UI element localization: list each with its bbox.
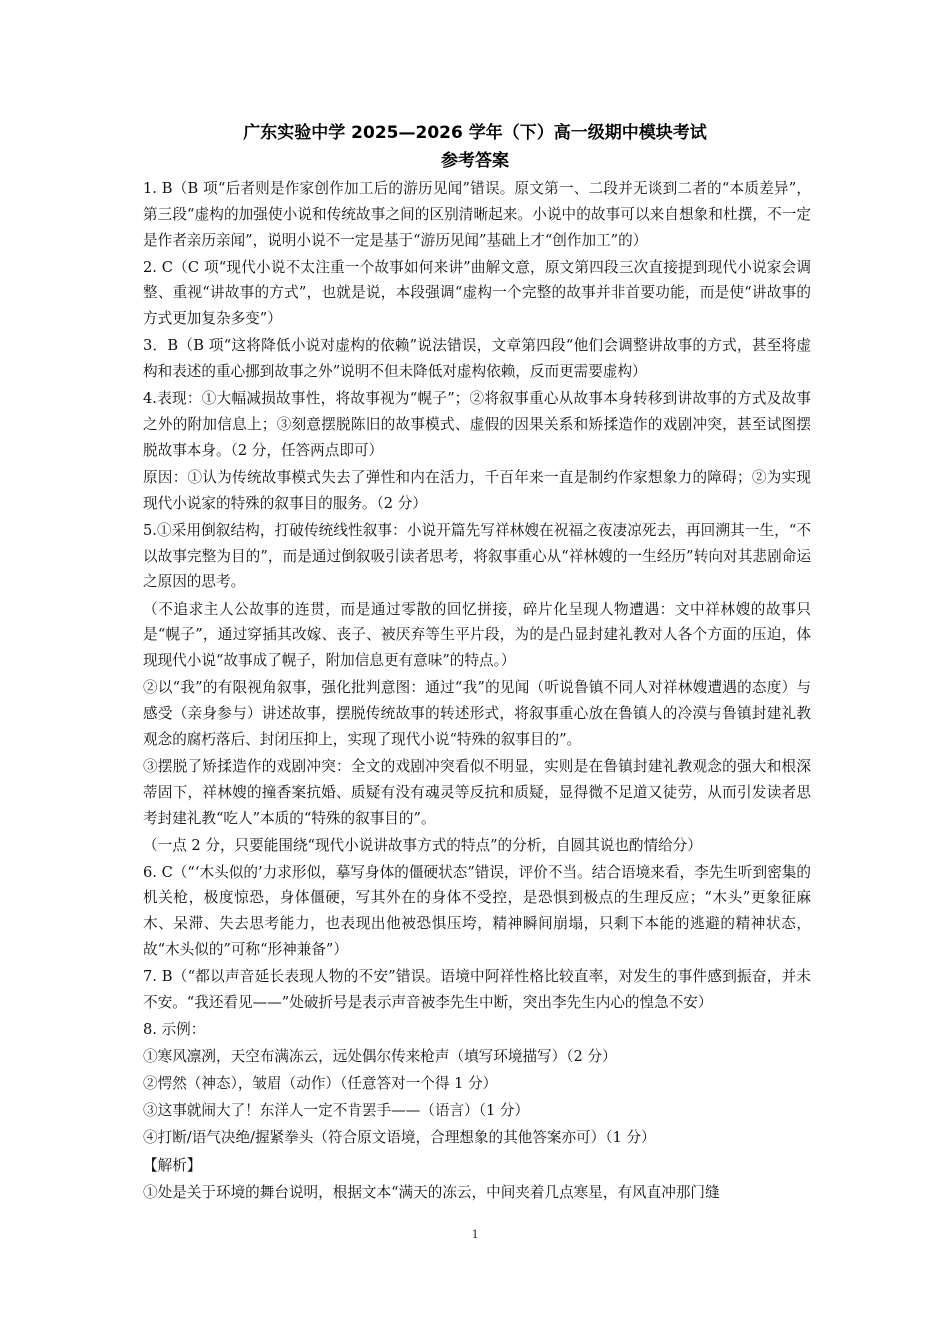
answer-paragraph: 原因：①认为传统故事模式失去了弹性和内在活力，千百年来一直是制约作家想象力的障碍；②为实现现代小说家的特殊的叙事目的服务。（2 分） xyxy=(143,468,811,512)
answer-paragraph: 6. C（“‘木头似的’力求形似，摹写身体的僵硬状态”错误，评价不当。结合语境来看，李先生听到密集的机关枪，极度惊恐，身体僵硬，写其外在的身体不受控，是恐惧到极点的生理反应；“木头”更象征麻木、呆滞、失去思考能力，也表现出他被恐惧压垮，精神瞬间崩塌，只剩下本能的逃避的精神状态，故“木头似的”可称“形神兼备”） xyxy=(143,863,811,959)
answer-paragraph: ②愕然（神态），皱眉（动作）（任意答对一个得 1 分） xyxy=(143,1075,498,1093)
answer-paragraph: ③摆脱了矫揉造作的戏剧冲突：全文的戏剧冲突看似不明显，实则是在鲁镇封建礼教观念的强大和根深蒂固下，祥林嫂的撞香案抗婚、质疑有没有魂灵等反抗和质疑，显得微不足道又徒劳，从而引发读者思考封建礼教“吃人”本质的“特殊的叙事目的”。 xyxy=(143,757,811,827)
answer-paragraph: ③这事就闹大了！东洋人一定不肯罢手——（语言）（1 分） xyxy=(143,1102,530,1120)
answer-paragraph: 5.①采用倒叙结构，打破传统线性叙事：小说开篇先写祥林嫂在祝福之夜凄凉死去，再回溯其一生，“不以故事完整为目的”，而是通过倒叙吸引读者思考，将叙事重心从“祥林嫂的一生经历”转向对其悲剧命运之原因的思考。 xyxy=(143,521,811,591)
answer-paragraph: 2. C（C 项“现代小说不太注重一个故事如何来讲”曲解文意，原文第四段三次直接提到现代小说家会调整、重视“讲故事的方式”，也就是说，本段强调“虚构一个完整的故事并非首要功能，而是使“讲故事的方式更加复杂多变”） xyxy=(143,258,811,328)
page-number: 1 xyxy=(471,1226,479,1241)
answer-paragraph: ②以“我”的有限视角叙事，强化批判意图：通过“我”的见闻（听说鲁镇不同人对祥林嫂遭遇的态度）与感受（亲身参与）讲述故事，摆脱传统故事的转述形式，将叙事重心放在鲁镇人的冷漠与鲁镇封建礼教观念的腐朽落后、封闭压抑上，实现了现代小说“特殊的叙事目的”。 xyxy=(143,679,811,748)
answer-paragraph: ④打断/语气决绝/握紧拳头（符合原文语境，合理想象的其他答案亦可）（1 分） xyxy=(143,1129,656,1147)
answer-paragraph: 4.表现：①大幅减损故事性，将故事视为“幌子”；②将叙事重心从故事本身转移到讲故事的方式及故事之外的附加信息上；③刻意摆脱陈旧的故事模式、虚假的因果关系和矫揉造作的戏剧冲突，甚至试图摆脱故事本身。（2 分，任答两点即可） xyxy=(143,390,811,459)
answer-paragraph: ①寒风凛冽，天空布满冻云，远处偶尔传来枪声（填写环境描写）（2 分） xyxy=(143,1048,617,1066)
answer-paragraph: 【解析】 xyxy=(143,1156,202,1174)
page-title: 广东实验中学 2025—2026 学年（下）高一级期中模块考试 xyxy=(243,123,707,143)
answer-paragraph: 3．B（B 项“这将降低小说对虚构的依赖”说法错误，文章第四段“他们会调整讲故事的方式，甚至将虚构和表述的重心挪到故事之外”说明不但未降低对虚构依赖，反而更需要虚构） xyxy=(143,337,811,381)
answer-paragraph: 8. 示例： xyxy=(143,1021,206,1039)
page-subtitle: 参考答案 xyxy=(441,151,509,171)
answer-paragraph: 1. B（B 项“后者则是作家创作加工后的游历见闻”错误。原文第一、二段并无谈到二者的“本质差异”，第三段“虚构的加强使小说和传统故事之间的区别清晰起来。小说中的故事可以来自想象和杜撰，不一定是作者亲历亲闻”，说明小说不一定是基于“游历见闻”基础上才“创作加工”的） xyxy=(143,180,811,249)
answer-paragraph: 7. B（“都以声音延长表现人物的不安”错误。语境中阿祥性格比较直率，对发生的事件感到振奋，并未不安。“我还看见——”处破折号是表示声音被李先生中断，突出李先生内心的惶急不安） xyxy=(143,968,811,1011)
answer-body xyxy=(143,176,811,1207)
answer-paragraph: ①处是关于环境的舞台说明，根据文本“满天的冻云，中间夹着几点寒星，有风直冲那门缝 xyxy=(143,1183,720,1201)
answer-paragraph: （不追求主人公故事的连贯，而是通过零散的回忆拼接，碎片化呈现人物遭遇：文中祥林嫂的故事只是“幌子”，通过穿插其改嫁、丧子、被厌弃等生平片段，为的是凸显封建礼教对人各个方面的压迫，体现现代小说“故事成了幌子，附加信息更有意味”的特点。） xyxy=(143,600,811,670)
answer-paragraph: （一点 2 分，只要能围绕“现代小说讲故事方式的特点”的分析，自圆其说也酌情给分） xyxy=(143,836,702,854)
